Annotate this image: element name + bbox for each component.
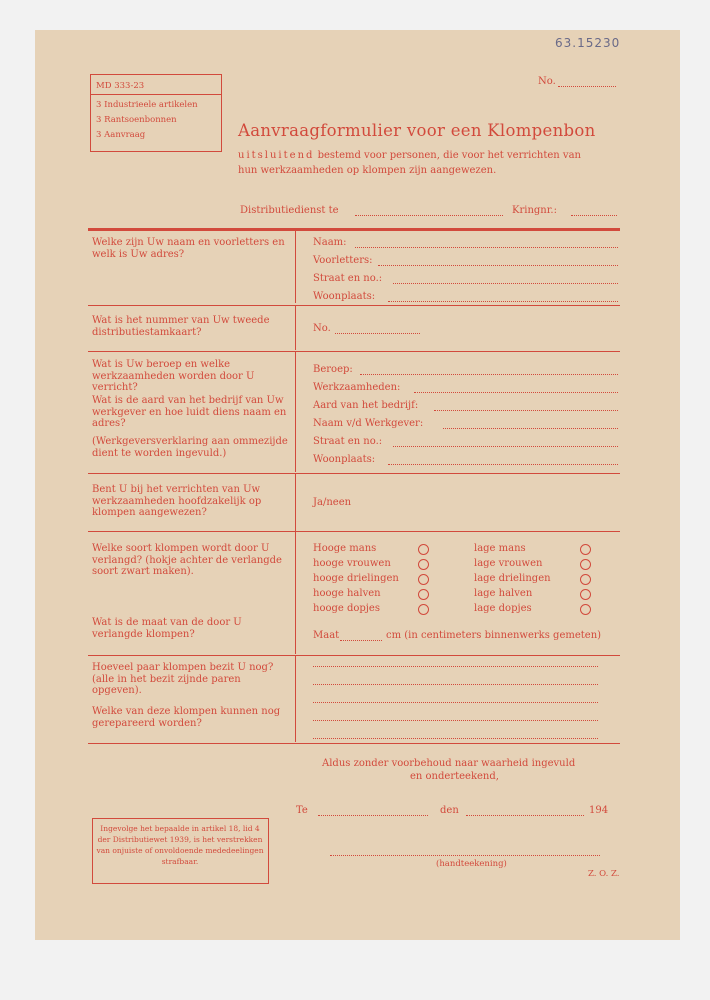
checkbox-hooge-halven[interactable] — [418, 589, 429, 600]
checkbox-hooge-vrouwen[interactable] — [418, 559, 429, 570]
row-divider — [88, 351, 620, 352]
zoz-label: Z. O. Z. — [588, 869, 620, 879]
beroep-field[interactable] — [360, 374, 618, 375]
field-label-maat: Maat — [313, 630, 340, 641]
werkgever-straat-field[interactable] — [393, 446, 618, 447]
row-divider — [88, 305, 620, 306]
option-label: lage vrouwen — [474, 558, 543, 569]
subtitle-line-2: hun werkzaamheden op klompen zijn aangewezen. — [238, 165, 497, 176]
stamkaart-number-field[interactable] — [335, 333, 420, 334]
field-label-werkgever-straat: Straat en no.: — [313, 436, 383, 447]
checkbox-lage-dopjes[interactable] — [580, 604, 591, 615]
paar-line-1[interactable] — [313, 666, 598, 667]
column-divider — [295, 474, 296, 531]
checkbox-lage-halven[interactable] — [580, 589, 591, 600]
maat-unit: cm (in centimeters binnenwerks gemeten) — [386, 630, 602, 641]
question-repareren: Welke van deze klompen kunnen nog gerepareerd worden? — [92, 706, 281, 729]
field-label-voorletters: Voorletters: — [313, 255, 373, 266]
field-label-ja-neen: Ja/neen — [313, 497, 352, 508]
column-divider — [295, 656, 296, 742]
field-label-straat: Straat en no.: — [313, 273, 383, 284]
year-prefix: 194 — [589, 805, 609, 816]
paar-line-5[interactable] — [313, 738, 598, 739]
field-label-no: No. — [313, 323, 331, 334]
option-label: lage mans — [474, 543, 526, 554]
field-label-werkgever-woonplaats: Woonplaats: — [313, 454, 376, 465]
column-divider — [295, 306, 296, 350]
signature-field[interactable] — [330, 855, 600, 856]
copy-line-2: 3 Rantsoenbonnen — [96, 115, 177, 125]
column-divider — [295, 231, 296, 303]
werkgever-woonplaats-field[interactable] — [388, 464, 618, 465]
copy-line-1: 3 Industrieele artikelen — [96, 100, 198, 110]
declaration-line-2: en onderteekend, — [410, 771, 499, 782]
signature-label: (handteekening) — [436, 859, 507, 869]
werkgever-field[interactable] — [443, 428, 618, 429]
field-label-werkgever: Naam v/d Werkgever: — [313, 418, 424, 429]
option-label: lage halven — [474, 588, 533, 599]
table-bottom-rule — [88, 743, 620, 744]
question-stamkaart: Wat is het nummer van Uw tweede distributiestamkaart? — [92, 315, 270, 338]
distributiedienst-label: Distributiedienst te — [240, 205, 339, 216]
question-paar-klompen: Hoeveel paar klompen bezit U nog? (alle in het bezit zijnde paren opgeven). — [92, 662, 274, 696]
option-label: lage dopjes — [474, 603, 532, 614]
distributiedienst-field[interactable] — [355, 215, 503, 216]
row-divider — [88, 655, 620, 656]
question-maat: Wat is de maat van de door U verlangde klompen? — [92, 617, 242, 640]
checkbox-hooge-drielingen[interactable] — [418, 574, 429, 585]
column-divider — [295, 352, 296, 472]
field-label-werkzaamheden: Werkzaamheden: — [313, 382, 401, 393]
column-divider — [295, 532, 296, 654]
option-label: hooge vrouwen — [313, 558, 391, 569]
form-number-field[interactable] — [558, 86, 616, 87]
copy-line-3: 3 Aanvraag — [96, 130, 146, 140]
voorletters-field[interactable] — [378, 265, 618, 266]
question-beroep: Wat is Uw beroep en welke werkzaamheden worden door U verricht? — [92, 359, 255, 393]
question-werkgever: Wat is de aard van het bedrijf van Uw werkgever en hoe luidt diens naam en adres? — [92, 395, 287, 429]
option-label: Hooge mans — [313, 543, 377, 554]
te-label: Te — [296, 805, 308, 816]
option-label: hooge halven — [313, 588, 381, 599]
werkzaamheden-field[interactable] — [414, 392, 618, 393]
naam-field[interactable] — [355, 247, 618, 248]
table-top-rule — [88, 228, 620, 231]
subtitle-emphasis: uitsluitend — [238, 150, 315, 161]
option-label: hooge dopjes — [313, 603, 380, 614]
law-notice-box — [92, 818, 269, 884]
archive-reference: 63.15230 — [555, 36, 621, 50]
checkbox-hooge-mans[interactable] — [418, 544, 429, 555]
row-divider — [88, 531, 620, 532]
subtitle-rest: bestemd voor personen, die voor het verrichten van — [317, 150, 581, 161]
option-label: lage drielingen — [474, 573, 551, 584]
paar-line-4[interactable] — [313, 720, 598, 721]
paar-line-3[interactable] — [313, 702, 598, 703]
question-klompen-aangewezen: Bent U bij het verrichten van Uw werkzaamheden hoofdzakelijk op klompen aangewezen? — [92, 484, 262, 518]
question-soort-klompen: Welke soort klompen wordt door U verlangd? (hokje achter de verlangde soort zwart maken). — [92, 543, 282, 577]
form-code: MD 333-23 — [96, 81, 145, 91]
checkbox-lage-drielingen[interactable] — [580, 574, 591, 585]
row-divider — [88, 473, 620, 474]
paar-line-2[interactable] — [313, 684, 598, 685]
declaration-line-1: Aldus zonder voorbehoud naar waarheid ingevuld — [322, 758, 576, 769]
kringnr-label: Kringnr.: — [512, 205, 557, 216]
checkbox-lage-vrouwen[interactable] — [580, 559, 591, 570]
subtitle-line-1 — [238, 150, 581, 161]
form-number-label: No. — [538, 76, 556, 87]
form-code-box — [90, 74, 222, 152]
form-title: Aanvraagformulier voor een Klompenbon — [238, 121, 596, 140]
field-label-woonplaats: Woonplaats: — [313, 291, 376, 302]
den-field[interactable] — [466, 815, 584, 816]
option-label: hooge drielingen — [313, 573, 399, 584]
te-field[interactable] — [318, 815, 428, 816]
straat-field[interactable] — [393, 283, 618, 284]
question-werkgeversverklaring: (Werkgeversverklaring aan ommezijde dient te worden ingevuld.) — [92, 436, 288, 459]
kringnr-field[interactable] — [571, 215, 617, 216]
field-label-aard-bedrijf: Aard van het bedrijf: — [313, 400, 419, 411]
question-name-address: Welke zijn Uw naam en voorletters en welk is Uw adres? — [92, 237, 285, 260]
checkbox-lage-mans[interactable] — [580, 544, 591, 555]
den-label: den — [440, 805, 459, 816]
law-notice: Ingevolge het bepaalde in artikel 18, lid 4 der Distributiewet 1939, is het verstrekken van onjuiste of onvoldoende mededeelingen strafbaar. — [96, 824, 264, 866]
field-label-naam: Naam: — [313, 237, 347, 248]
field-label-beroep: Beroep: — [313, 364, 353, 375]
checkbox-hooge-dopjes[interactable] — [418, 604, 429, 615]
aard-bedrijf-field[interactable] — [434, 410, 618, 411]
woonplaats-field[interactable] — [388, 301, 618, 302]
maat-field[interactable] — [340, 640, 382, 641]
